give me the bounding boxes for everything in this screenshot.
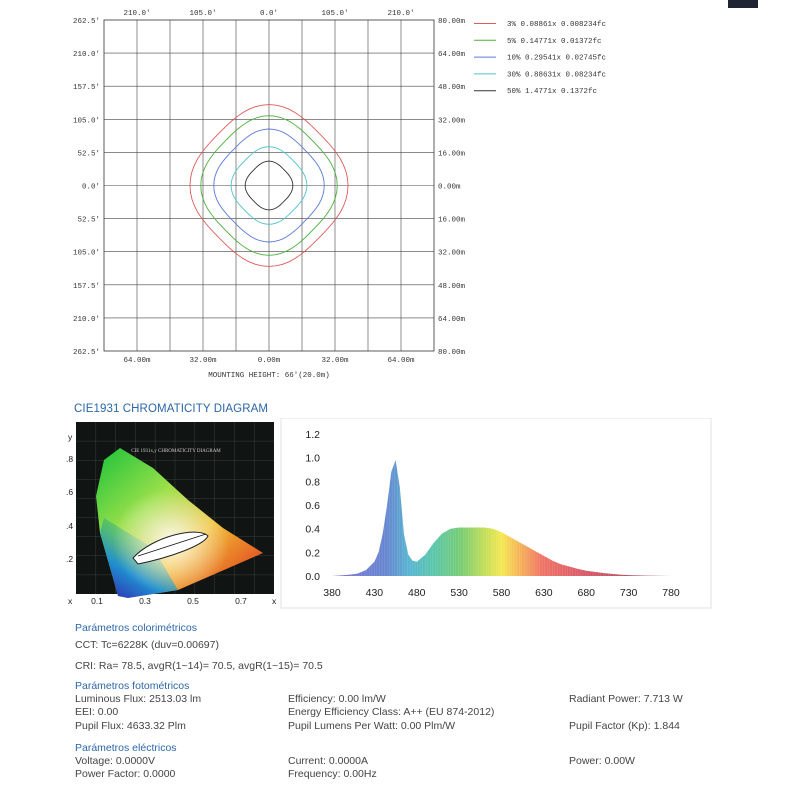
cri-value: CRI: Ra= 78.5, avgR(1~14)= 70.5, avgR(1~15)= 70.5 xyxy=(75,660,323,672)
efficiency-value: Efficiency: 0.00 lm/W xyxy=(288,693,386,705)
spectrum-y-tick: 0.2 xyxy=(305,547,320,560)
spectrum-x-tick: 430 xyxy=(365,587,384,599)
color-params-header: Parámetros colorimétricos xyxy=(75,622,197,634)
isolux-top-tick: 105.0' xyxy=(321,10,349,18)
isolux-right-tick: 80.00m xyxy=(438,18,466,26)
spectrum-x-tick: 780 xyxy=(662,587,680,599)
power-factor-value: Power Factor: 0.0000 xyxy=(75,768,176,780)
isolux-right-tick: 32.00m xyxy=(438,249,466,258)
cct-value: CCT: Tc=6228K (duv=0.00697) xyxy=(75,639,219,651)
spectrum-y-tick: 0.6 xyxy=(305,500,320,512)
cie-y-tick: .2 xyxy=(66,554,74,564)
cie-chromaticity-diagram xyxy=(58,418,280,608)
isolux-xlabel: MOUNTING HEIGHT: 66'(20.0m) xyxy=(208,372,330,380)
spectrum-y-tick: 1.0 xyxy=(305,452,320,465)
isolux-left-tick: 0.0' xyxy=(81,183,100,192)
cie-y-tick: .8 xyxy=(66,454,74,464)
isolux-left-tick: 157.5' xyxy=(72,84,100,93)
isolux-legend xyxy=(474,21,606,96)
isolux-right-tick: 80.00m xyxy=(438,349,466,357)
spectrum-frame xyxy=(281,418,711,608)
isolux-right-tick: 48.00m xyxy=(438,84,466,93)
isolux-right-tick: 16.00m xyxy=(438,216,466,225)
isolux-left-tick: 52.5' xyxy=(77,216,100,225)
spectrum-chart xyxy=(278,418,712,610)
pupil-flux-value: Pupil Flux: 4633.32 Plm xyxy=(75,720,186,732)
isolux-left-tick: 105.0' xyxy=(72,117,100,126)
electrical-params-header: Parámetros eléctricos xyxy=(75,742,177,754)
isolux-legend-label: 50% 1.4771x 0.1372fc xyxy=(507,88,598,97)
cie-ylabel: y xyxy=(68,432,73,442)
isolux-bottom-tick: 32.00m xyxy=(189,357,217,365)
isolux-right-tick: 64.00m xyxy=(438,315,466,324)
spectrum-x-tick: 530 xyxy=(450,587,468,599)
spectrum-x-tick: 380 xyxy=(323,587,341,599)
cie-xlabel-right: x xyxy=(272,596,277,606)
isolux-bottom-tick: 64.00m xyxy=(387,357,415,365)
cie-title: CIE 1931x,y CHROMATICITY DIAGRAM xyxy=(131,449,221,454)
isolux-right-tick: 0.00m xyxy=(438,183,461,192)
isolux-legend-label: 5% 0.14771x 0.01372fc xyxy=(507,37,602,46)
isolux-legend-label: 10% 0.29541x 0.02745fc xyxy=(507,54,607,63)
isolux-bottom-tick: 64.00m xyxy=(123,357,151,365)
spectrum-x-tick: 680 xyxy=(577,587,596,599)
isolux-left-tick: 210.0' xyxy=(72,315,100,324)
spectrum-y-tick: 0.8 xyxy=(305,476,320,489)
voltage-value: Voltage: 0.0000V xyxy=(75,755,155,767)
isolux-legend-label: 30% 0.88631x 0.08234fc xyxy=(507,71,607,80)
isolux-left-tick: 105.0' xyxy=(72,249,100,258)
spectrum-x-tick: 580 xyxy=(492,587,511,599)
eei-value: EEI: 0.00 xyxy=(75,706,119,718)
isolux-left-tick: 262.5' xyxy=(72,349,100,357)
chromaticity-section-title: CIE1931 CHROMATICITY DIAGRAM xyxy=(74,403,269,415)
energy-class-value: Energy Efficiency Class: A++ (EU 874-2012) xyxy=(288,706,495,718)
pupil-lumens-value: Pupil Lumens Per Watt: 0.00 Plm/W xyxy=(288,720,456,732)
cie-x-tick: 0.3 xyxy=(139,596,151,606)
isolux-right-tick: 48.00m xyxy=(438,282,466,291)
cie-title-text xyxy=(131,449,221,454)
photometric-params-header: Parámetros fotométricos xyxy=(75,680,190,692)
frequency-value: Frequency: 0.00Hz xyxy=(288,768,377,780)
isolux-top-tick: 210.0' xyxy=(123,10,151,18)
pupil-factor-value: Pupil Factor (Kp): 1.844 xyxy=(569,720,680,732)
isolux-left-tick: 210.0' xyxy=(72,51,100,60)
current-value: Current: 0.0000A xyxy=(288,755,368,767)
isolux-left-tick: 52.5' xyxy=(77,150,100,159)
radiant-power-value: Radiant Power: 7.713 W xyxy=(569,693,683,705)
spectrum-x-tick: 730 xyxy=(619,587,638,599)
cie-y-tick: .6 xyxy=(66,487,74,497)
spectrum-x-tick: 630 xyxy=(535,587,553,599)
isolux-top-tick: 0.0' xyxy=(259,10,279,18)
isolux-top-tick: 105.0' xyxy=(189,10,217,18)
cie-x-tick: 0.7 xyxy=(235,596,247,606)
isolux-right-tick: 64.00m xyxy=(438,51,466,60)
cie-x-tick: 0.5 xyxy=(187,596,199,606)
spectrum-y-tick: 1.2 xyxy=(305,429,320,441)
isolux-bottom-tick: 32.00m xyxy=(321,357,349,365)
isolux-left-tick: 157.5' xyxy=(72,282,100,291)
isolux-right-tick: 32.00m xyxy=(438,117,466,126)
isolux-right-tick: 16.00m xyxy=(438,150,466,159)
cie-x-tick: 0.1 xyxy=(91,596,103,606)
spectrum-y-tick: 0.0 xyxy=(305,571,320,583)
luminous-flux-value: Luminous Flux: 2513.03 lm xyxy=(75,693,202,705)
spectrum-y-tick: 0.4 xyxy=(305,523,320,536)
isolux-grid xyxy=(104,20,434,351)
isolux-bottom-tick: 0.00m xyxy=(257,357,281,365)
isolux-left-tick: 262.5' xyxy=(72,18,100,26)
cie-y-tick: .4 xyxy=(66,521,74,531)
power-value: Power: 0.00W xyxy=(569,755,635,767)
isolux-top-tick: 210.0' xyxy=(387,10,415,18)
cie-xlabel: x xyxy=(68,596,73,606)
spectrum-x-tick: 480 xyxy=(407,587,426,599)
isolux-legend-label: 3% 0.08861x 0.008234fc xyxy=(507,21,607,29)
